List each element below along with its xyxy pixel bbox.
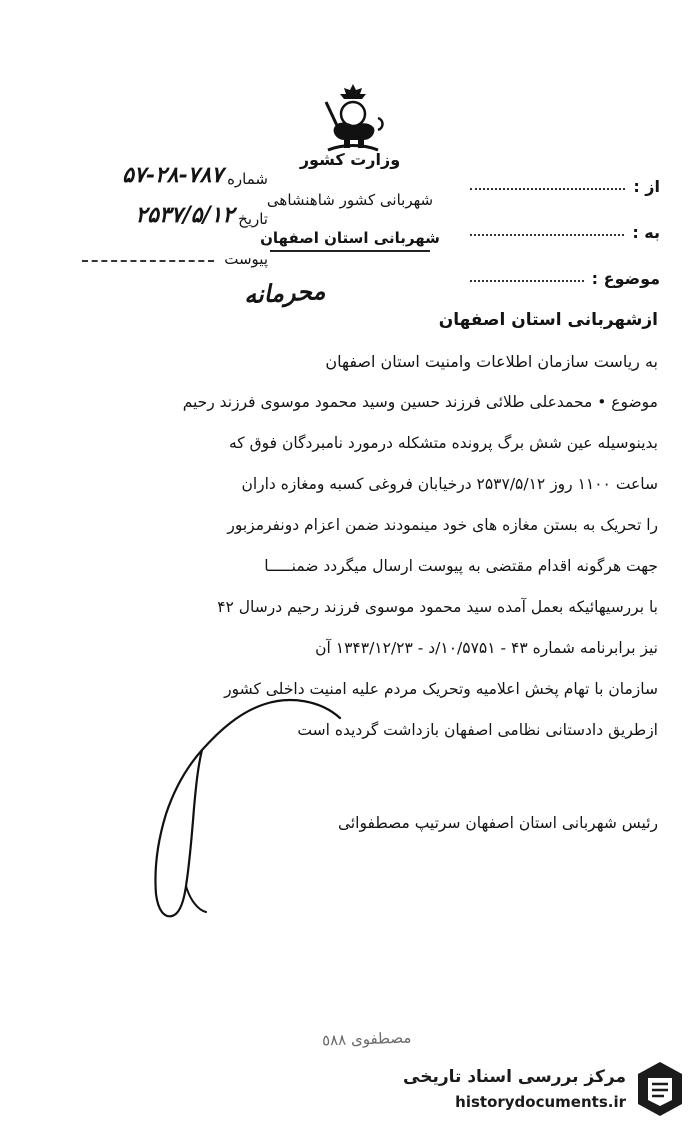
date-label: تاریخ [238,210,268,228]
reference-fields [62,148,268,268]
body-to-line: به ریاست سازمان اطلاعات وامنیت استان اصفهان [325,352,658,371]
ministry-name: وزارت کشور [299,150,401,169]
body-line: ازطریق دادستانی نظامی اصفهان بازداشت گردیده است [297,721,658,739]
to-blank [470,234,624,236]
routing-fields [440,150,660,288]
body-line: ساعت ۱۱۰۰ روز ۲۵۳۷/۵/۱۲ درخیابان فروغی کسبه ومغازه داران [241,475,658,493]
classification-mark: محرمانه [243,275,327,310]
letterhead [250,150,450,252]
body-line: نیز برابرنامه شماره ۴۳ - ۱۰/۵۷۵۱/د - ۱۳۴۳/۱۲/۲۳ آن [315,639,658,657]
watermark-title: مرکز بررسی اسناد تاریخی [403,1067,626,1087]
body-from-line: ازشهربانی استان اصفهان [438,310,658,330]
number-value: ۵۷-۲۸-۷۸۷ [122,162,224,188]
body-line: موضوع • محمدعلی طلائی فرزند حسین وسید محمود موسوی فرزند رحیم [182,393,658,411]
letter-body [28,300,658,844]
body-line: را تحریک به بستن مغازه های خود مینمودند ضمن اعزام دونفرمزبور [227,516,658,534]
watermark-url: historydocuments.ir [455,1093,626,1111]
from-field [440,150,660,196]
department-name: شهربانی کشور شاهنشاهی [266,191,434,209]
body-line: بدینوسیله عین شش برگ پرونده متشکله درمورد نامبردگان فوق که [228,434,658,452]
handwritten-initials: مصطفوی ٥٨٨ [321,1028,412,1050]
attachment-blank [82,260,214,262]
body-line: با بررسیهائیکه بعمل آمده سید محمود موسوی فرزند رحیم درسال ۴۲ [217,598,658,616]
attachment-field [62,228,268,268]
from-label: از : [633,177,660,196]
attachment-label: پیوست [224,250,268,268]
letterhead-underline [270,250,430,252]
from-blank [470,188,625,190]
subject-blank [470,280,584,282]
lion-and-sun-emblem-icon [318,82,388,154]
office-name: شهربانی استان اصفهان [260,229,440,247]
archive-logo-icon [634,1060,686,1118]
watermark-text [403,1067,626,1111]
subject-label: موضوع : [591,269,660,288]
to-label: به : [632,223,660,242]
number-label: شماره [227,170,268,188]
subject-field [440,242,660,288]
body-line: سازمان با تهام پخش اعلامیه وتحریک مردم علیه امنیت داخلی کشور [224,680,658,698]
body-line: جهت هرگونه اقدام مقتضی به پیوست ارسال میگردد ضمنـــــا [264,557,658,575]
signature-line: رئیس شهربانی استان اصفهان سرتیپ مصطفوائی [337,814,658,832]
date-value: ۲۵۳۷/۵/۱۲ [135,202,235,228]
to-field [440,196,660,242]
date-field [62,188,268,228]
number-field [62,148,268,188]
archive-watermark [403,1060,686,1118]
